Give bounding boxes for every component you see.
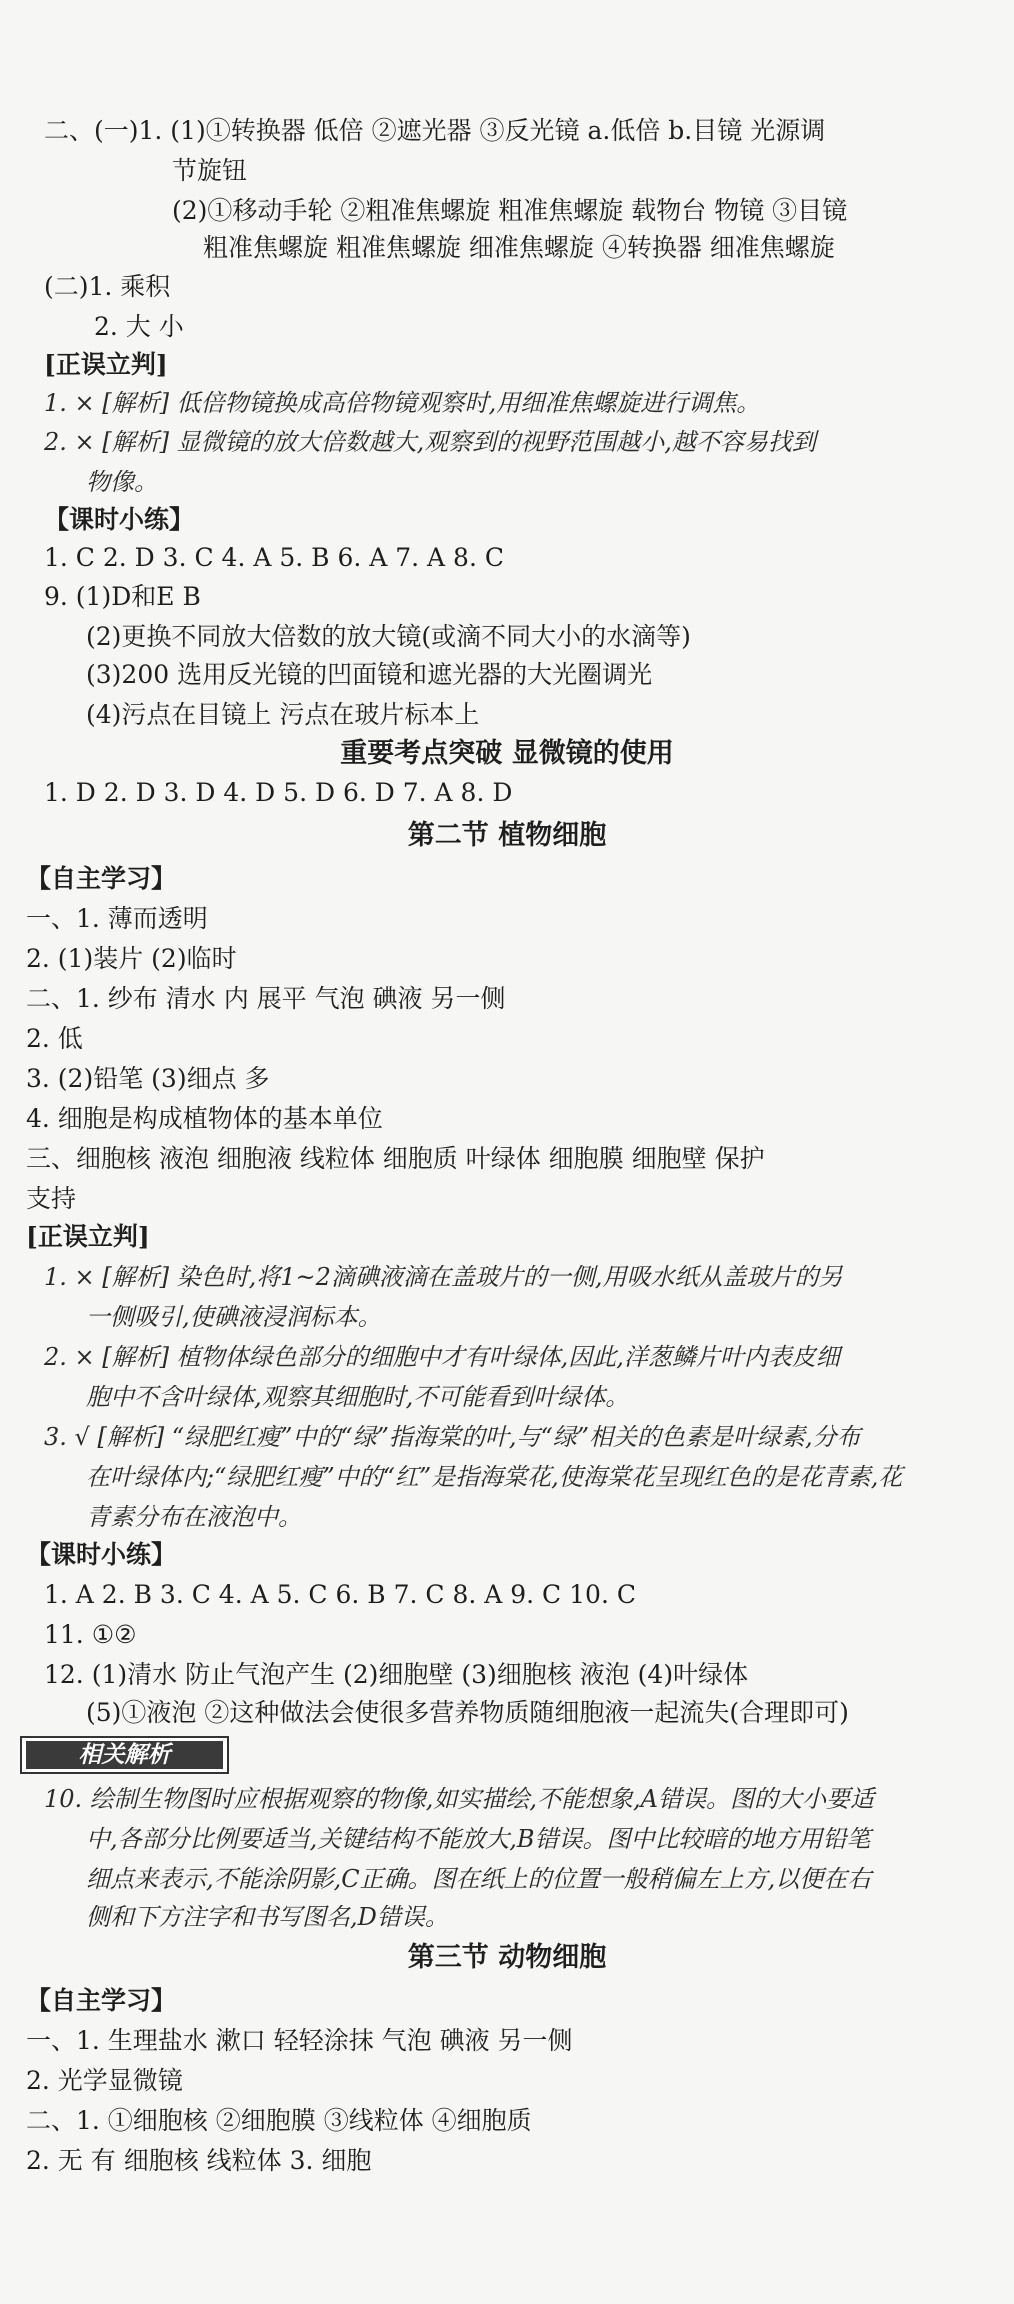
answer-line: (3)200 选用反光镜的凹面镜和遮光器的大光圈调光 (86, 660, 653, 689)
related-analysis-text: 相关解析 (26, 1741, 223, 1769)
answer-line: 3. (2)铅笔 (3)细点 多 (26, 1064, 270, 1093)
section-tag: 【课时小练】 (44, 505, 195, 534)
answer-line: 支持 (26, 1184, 77, 1213)
answer-line: 三、细胞核 液泡 细胞液 线粒体 细胞质 叶绿体 细胞膜 细胞壁 保护 (26, 1144, 765, 1173)
answer-line: 9. (1)D和E B (44, 582, 201, 611)
answer-line: 一、1. 生理盐水 漱口 轻轻涂抹 气泡 碘液 另一侧 (26, 2026, 573, 2055)
answer-line: 12. (1)清水 防止气泡产生 (2)细胞壁 (3)细胞核 液泡 (4)叶绿体 (44, 1660, 749, 1689)
answer-line: 二、1. 纱布 清水 内 展平 气泡 碘液 另一侧 (26, 984, 506, 1013)
answer-line: 一、1. 薄而透明 (26, 904, 208, 933)
answer-line: 4. 细胞是构成植物体的基本单位 (26, 1104, 383, 1133)
explanation-line: 物像。 (86, 468, 158, 496)
answer-line: 2. 大 小 (94, 312, 184, 341)
answer-line: 1. A 2. B 3. C 4. A 5. C 6. B 7. C 8. A 9. C 10. C (44, 1580, 636, 1609)
explanation-line: 细点来表示,不能涂阴影,C正确。图在纸上的位置一般稍偏左上方,以便在右 (86, 1865, 872, 1893)
explanation-line: 2. × [解析] 植物体绿色部分的细胞中才有叶绿体,因此,洋葱鳞片叶内表皮细 (44, 1343, 840, 1371)
section-tag: [正误立判] (44, 350, 168, 379)
answer-line: (2)①移动手轮 ②粗准焦螺旋 粗准焦螺旋 载物台 物镜 ③目镜 (172, 196, 848, 225)
answer-line: 节旋钮 (172, 156, 248, 185)
explanation-line: 一侧吸引,使碘液浸润标本。 (86, 1303, 382, 1331)
explanation-line: 侧和下方注字和书写图名,D错误。 (86, 1903, 449, 1931)
answer-line: 11. ①② (44, 1620, 137, 1649)
explanation-line: 1. × [解析] 染色时,将1~2滴碘液滴在盖玻片的一侧,用吸水纸从盖玻片的另 (44, 1263, 843, 1291)
explanation-line: 在叶绿体内;“绿肥红瘦”中的“红”是指海棠花,使海棠花呈现红色的是花青素,花 (86, 1463, 903, 1491)
answer-line: (5)①液泡 ②这种做法会使很多营养物质随细胞液一起流失(合理即可) (86, 1698, 849, 1727)
section-tag: [正误立判] (26, 1222, 150, 1251)
explanation-line: 10. 绘制生物图时应根据观察的物像,如实描绘,不能想象,A错误。图的大小要适 (44, 1785, 875, 1813)
answer-line: 粗准焦螺旋 粗准焦螺旋 细准焦螺旋 ④转换器 细准焦螺旋 (203, 233, 835, 262)
section-tag: 【自主学习】 (26, 864, 177, 893)
explanation-line: 中,各部分比例要适当,关键结构不能放大,B错误。图中比较暗的地方用铅笔 (86, 1825, 871, 1853)
answer-line: 1. D 2. D 3. D 4. D 5. D 6. D 7. A 8. D (44, 778, 513, 807)
explanation-line: 3. √ [解析] “绿肥红瘦”中的“绿”指海棠的叶,与“绿”相关的色素是叶绿素,分布 (44, 1423, 861, 1451)
section-tag: 【课时小练】 (26, 1540, 177, 1569)
answer-line: (4)污点在目镜上 污点在玻片标本上 (86, 700, 480, 729)
section-title: 第二节 植物细胞 (407, 820, 607, 851)
explanation-line: 青素分布在液泡中。 (86, 1503, 302, 1531)
answer-line: 2. 光学显微镜 (26, 2066, 183, 2095)
section-title: 第三节 动物细胞 (407, 1942, 607, 1973)
section-tag: 【自主学习】 (26, 1986, 177, 2015)
explanation-line: 2. × [解析] 显微镜的放大倍数越大,观察到的视野范围越小,越不容易找到 (44, 428, 816, 456)
answer-line: 2. (1)装片 (2)临时 (26, 944, 237, 973)
explanation-line: 胞中不含叶绿体,观察其细胞时,不可能看到叶绿体。 (86, 1383, 630, 1411)
related-analysis-label (20, 1736, 229, 1774)
answer-line: (2)更换不同放大倍数的放大镜(或滴不同大小的水滴等) (86, 622, 691, 651)
answer-line: 二、(一)1. (1)①转换器 低倍 ②遮光器 ③反光镜 a.低倍 b.目镜 光源调 (44, 116, 826, 145)
answer-line: (二)1. 乘积 (44, 272, 171, 301)
answer-line: 2. 低 (26, 1024, 83, 1053)
explanation-line: 1. × [解析] 低倍物镜换成高倍物镜观察时,用细准焦螺旋进行调焦。 (44, 389, 761, 417)
section-title: 重要考点突破 显微镜的使用 (340, 738, 674, 769)
answer-line: 2. 无 有 细胞核 线粒体 3. 细胞 (26, 2146, 372, 2175)
answer-line: 1. C 2. D 3. C 4. A 5. B 6. A 7. A 8. C (44, 543, 504, 572)
answer-line: 二、1. ①细胞核 ②细胞膜 ③线粒体 ④细胞质 (26, 2106, 532, 2135)
